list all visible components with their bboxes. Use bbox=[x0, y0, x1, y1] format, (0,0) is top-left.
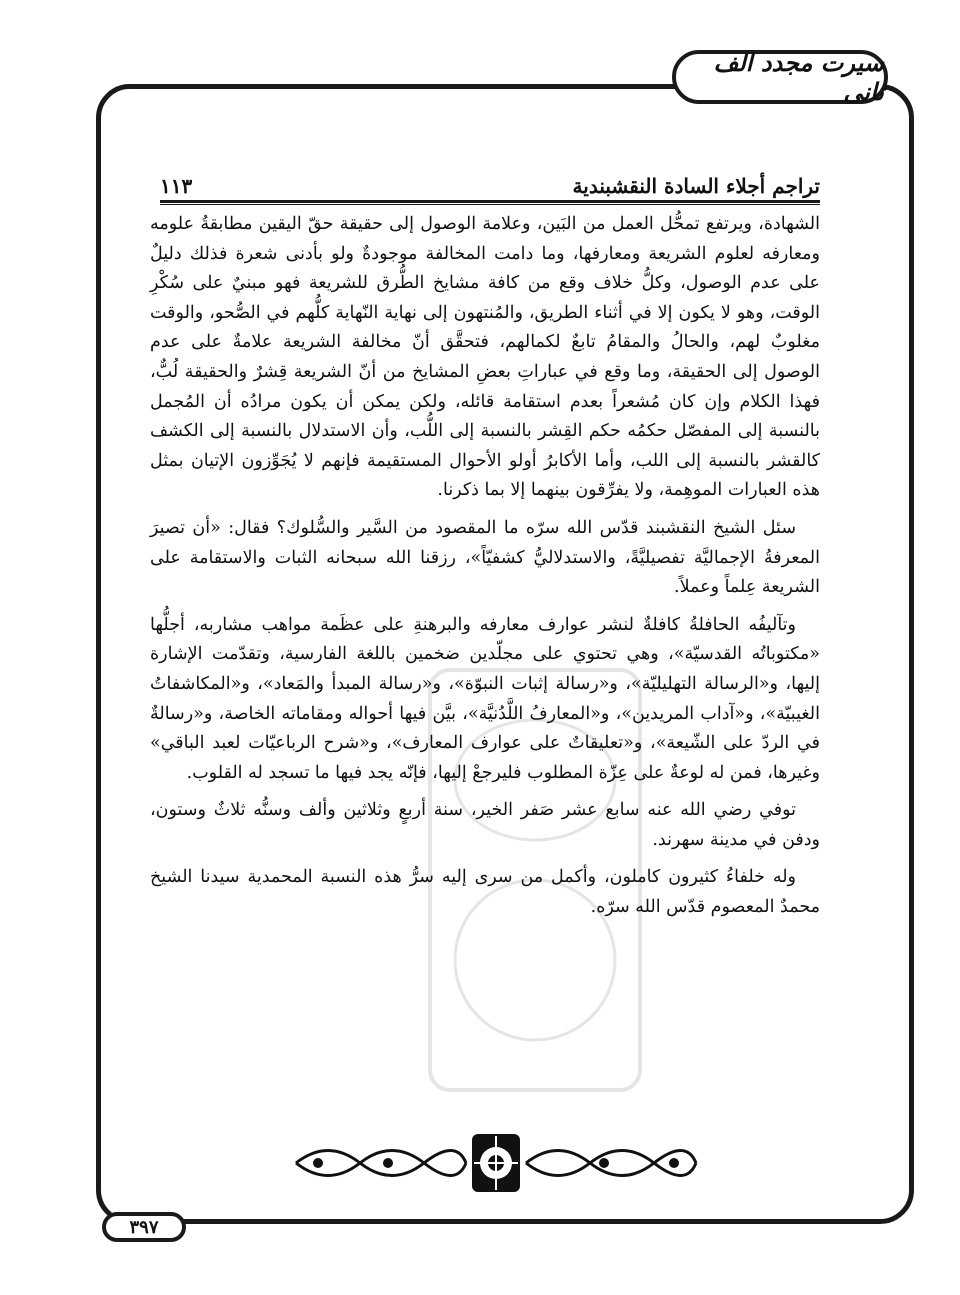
footer-page-number: ٣٩٧ bbox=[129, 1216, 159, 1238]
header-page-number: ١١٣ bbox=[160, 174, 193, 198]
running-header bbox=[160, 158, 820, 198]
paragraph-5: وله خلفاءُ كثيرون كاملون، وأكمل من سرى إليه سرُّ هذه النسبة المحمدية سيدنا الشيخ محمدٌ المعصوم قدّس الله سرّه. bbox=[150, 867, 820, 918]
header-section-title: تراجم أجلاء السادة النقشبندية bbox=[572, 174, 820, 198]
paragraph-2: سئل الشيخ النقشبند قدّس الله سرّه ما المقصود من السَّير والسُّلوك؟ فقال: «أن تصيرَ المعرفةُ الإجماليَّة تفصيليَّةً، والاستدلاليُّ كشفيّاً»، رزقنا الله سبحانه الثبات والاستقامة على الشريعة عِلماً وعملاً. bbox=[150, 517, 820, 598]
header-rule-thin bbox=[160, 204, 820, 205]
paragraph-3: وتآليفُه الحافلةُ كافلةٌ لنشر عوارف معارفه والبرهنةِ على عظَمة مواهب مشاربه، أجلُّها «مكتوباتُه القدسيّة»، وهي تحتوي على مجلّدين ضخمين باللغة الفارسية، وتقدّمت الإشارة إليها، و«الرسالة التهليليّة»، و«رسالة إثبات النبوّة»، و«رسالة المبدأ والمَعاد»، و«المكاشفاتُ الغيبيّة»، و«آداب المريدين»، و«المعارفُ اللَّدُنيَّة»، بيَّن فيها أحواله ومقاماته الخاصة، و«رسالةٌ في الردّ على الشّيعة»، و«تعليقاتٌ على عوارف المعارف»، و«شرح الرباعيّات لعبد الباقي» وغيرها، فمن له لوعةٌ على عِزّة المطلوب فليرجعْ إليها، فإنّه يجد فيها ما تسجد له القلوب. bbox=[150, 614, 820, 783]
header-rule bbox=[160, 200, 820, 203]
footer-page-number-tab bbox=[102, 1212, 186, 1242]
book-title-tab bbox=[672, 50, 888, 104]
paragraph-4: توفي رضي الله عنه سابع عشر صَفر الخير، سنة أربعٍ وثلاثين وألف وسنُّه ثلاثٌ وستون، ودفن في مدينة سهرند. bbox=[150, 800, 820, 850]
main-body-text bbox=[150, 210, 820, 1090]
book-title: سیرت مجدد الف ثانی bbox=[713, 48, 884, 106]
paragraph-1: الشهادة، ويرتفع تمحُّل العمل من البَين، وعلامة الوصول إلى حقيقة حقّ اليقين مطابقةُ علومه ومعارفه لعلوم الشريعة ومعارفها، وما دامت المخالفة موجودةٌ ولو بأدنى شعرة فذلك دليلٌ على عدم الوصول، وكلُّ خلاف وقع من كافة مشايخ الطُّرق للشريعة فهو مبنيٌ على سُكْرِ الوقت، وهو لا يكون إلا في أثناء الطريق، والمُنتهون إلى نهاية النّهاية كلُّهم في الصُّحو، والوقت مغلوبٌ لهم، والحالُ والمقامُ تابعٌ لكمالهم، فتحقَّق أنّ مخالفة الشريعة علامةٌ على عدم الوصول إلى الحقيقة، وما وقع في عباراتِ بعضِ المشايخ من أنّ الشريعة قِشرٌ والحقيقة لُبٌّ، فهذا الكلام وإن كان مُشعراً بعدم استقامة قائله، ولكن يمكن أن يكون مرادُه أن المُجمل بالنسبة إلى المفصّل حكمُه حكم القِشر بالنسبة إلى اللُّب، وأن الاستدلال بالنسبة إلى الكشف كالقشر بالنسبة إلى اللب، وأما الأكابرُ أولو الأحوال المستقيمة فإنهم لا يُجَوِّزون الإتيان بمثل هذه العبارات الموهِمة، ولا يفرِّقون بينهما إلا بما ذكرنا. bbox=[150, 214, 820, 501]
decorative-ornament bbox=[288, 1130, 704, 1196]
